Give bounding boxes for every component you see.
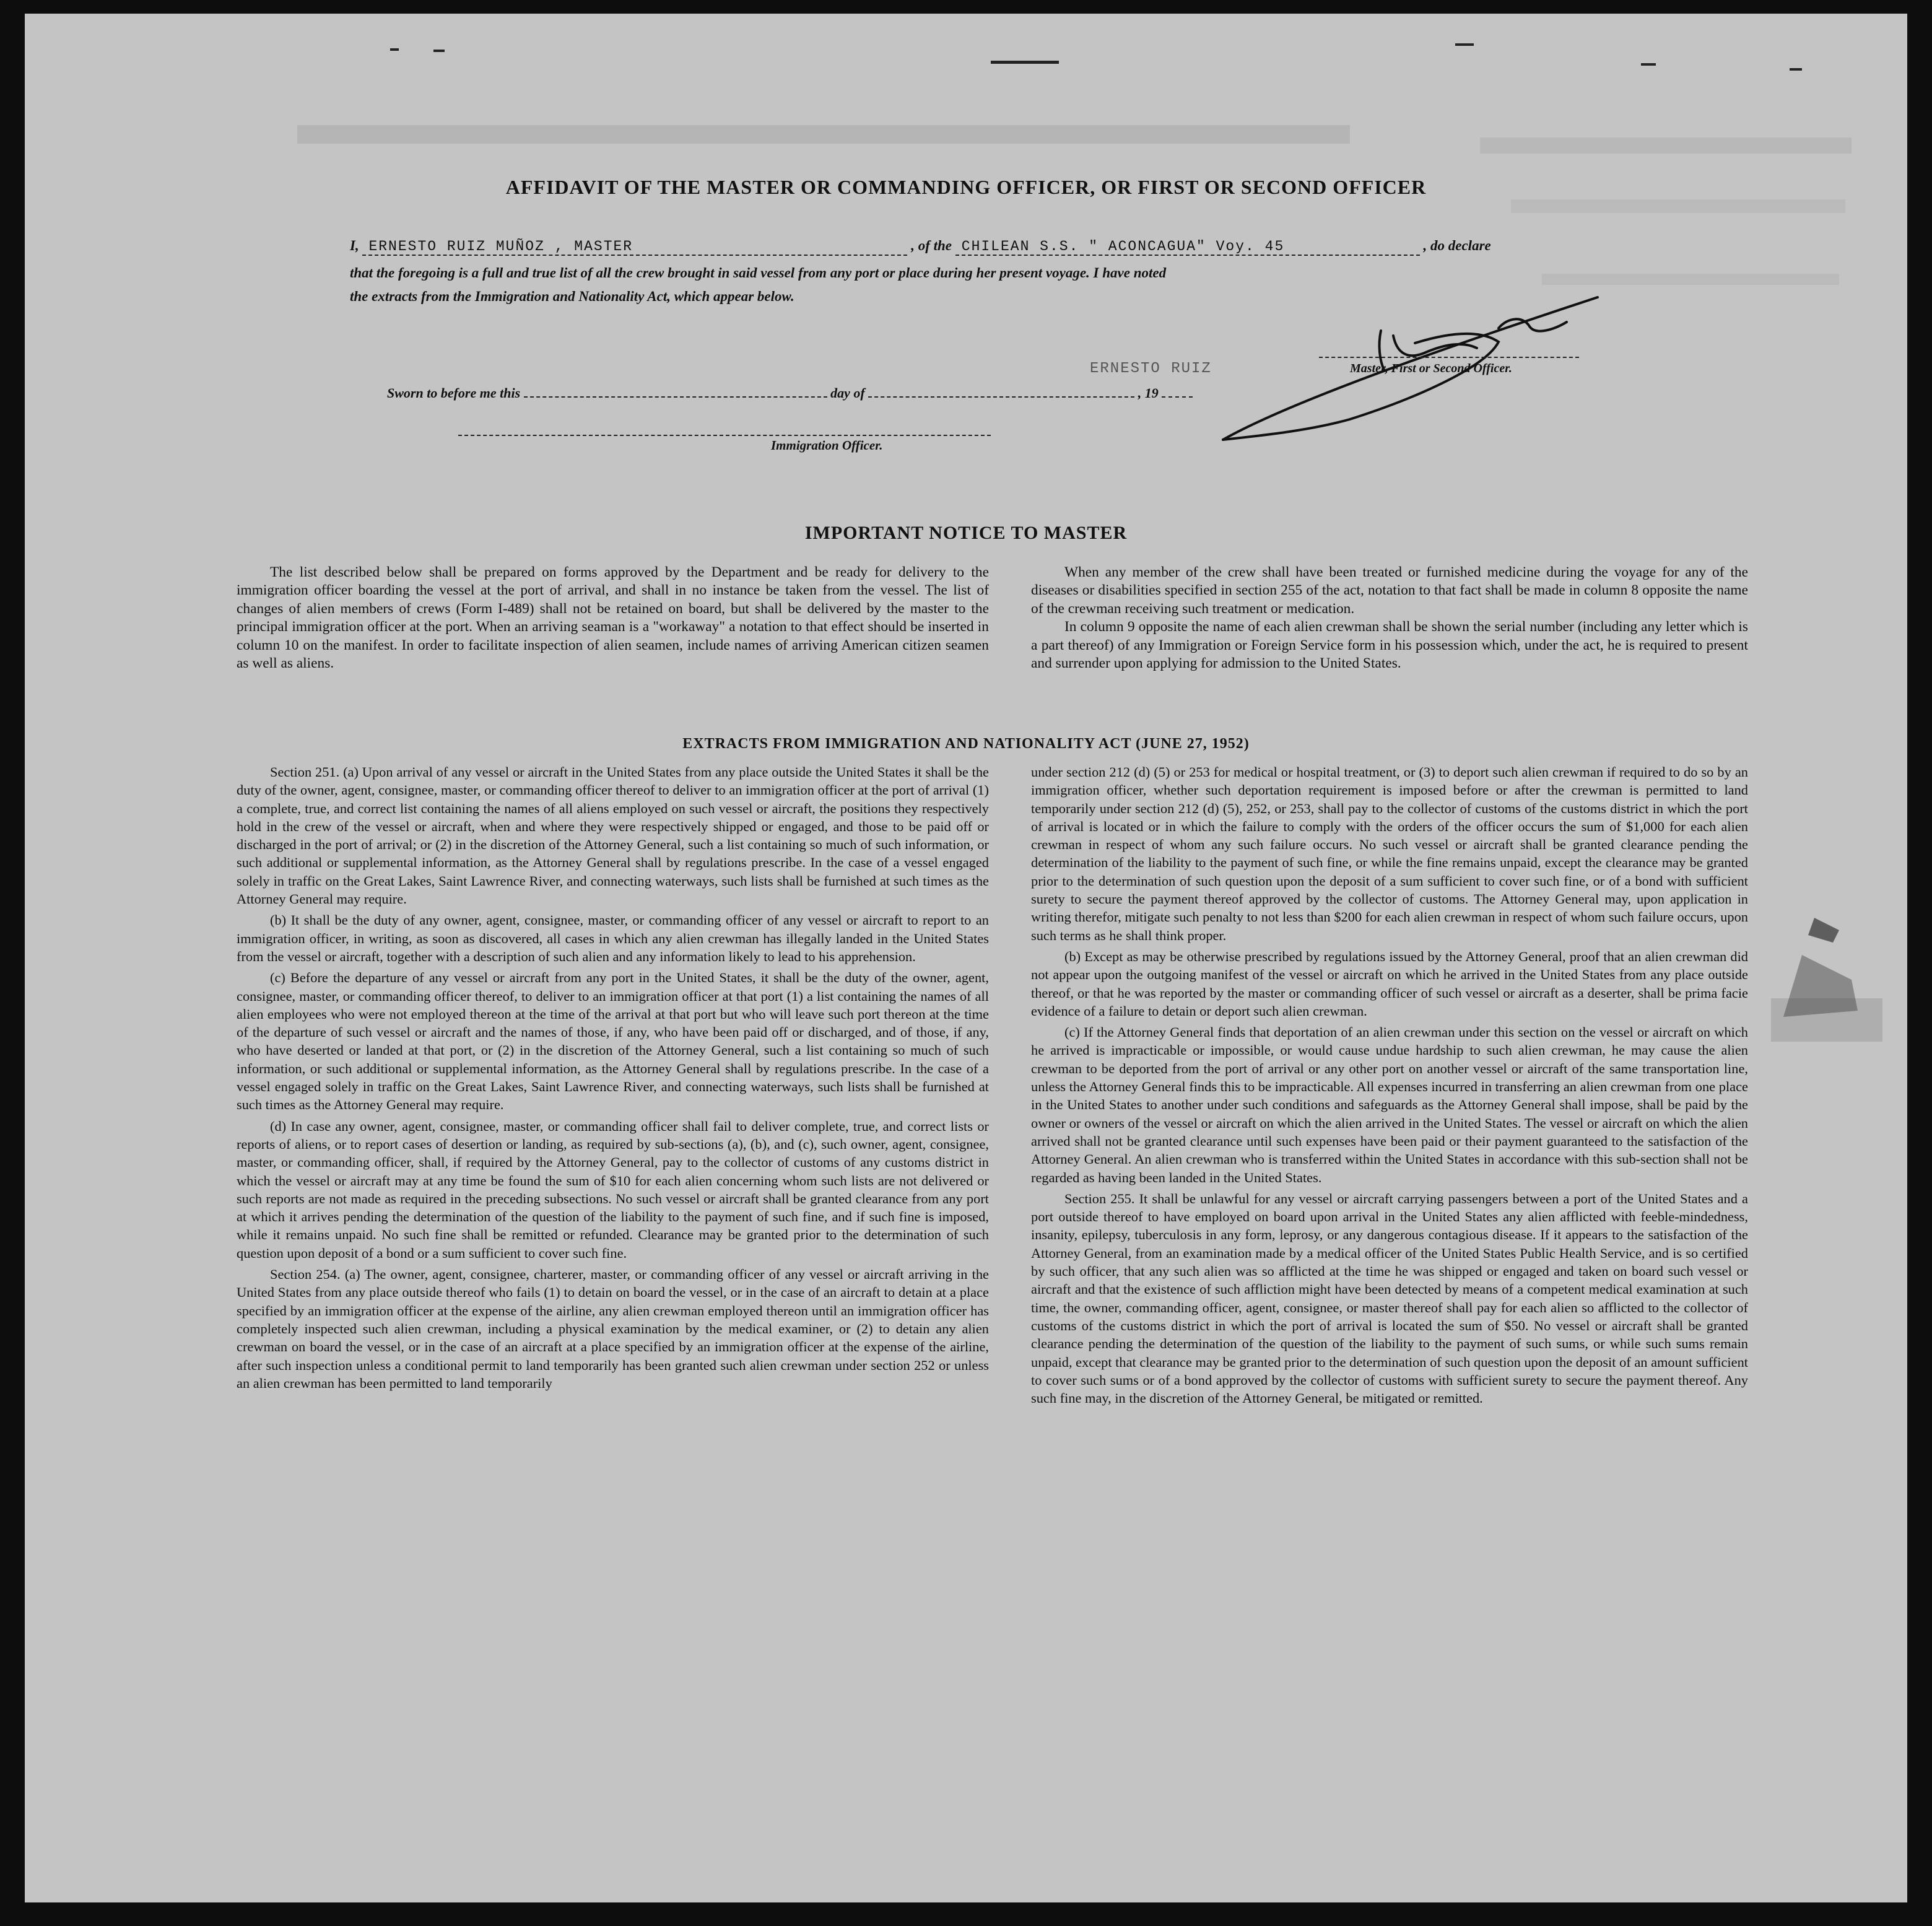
year-prefix: , 19 <box>1138 385 1159 401</box>
section-255: Section 255. It shall be unlawful for any vessel or aircraft carrying passengers between a port of the United States and a port outside thereof to have employed on board upon arrival in the United States any alien afflicted with feeble-mindedness, insanity, epilepsy, tuberculosis in any form, leprosy, or any dangerous contagious disease. If it appears to the satisfaction of the Attorney General, from an examination made by a medical officer of the United States Public Health Service, and is so certified by such officer, that any such alien was so afflicted at the time he was shipped or engaged and taken on board such vessel or aircraft and that the existence of such affliction might have been detected by means of a competent medical examination at such time, the owner, commanding officer, agent, consignee, or master thereof shall pay for each alien so afflicted to the collector of customs of the customs district in which the port of arrival is located the sum of $50. No vessel or aircraft shall be granted clearance pending the determination of the question of the liability to the payment of such sums, or while such sums remain unpaid, except that clearance may be granted prior to the determination of such question upon the deposit of an amount sufficient to cover such sums or of a bond approved by the collector of customs with sufficient surety to secure the payment thereof. Any such fine may, in the discretion of the Attorney General, be mitigated or remitted. <box>1031 1190 1748 1406</box>
notice-heading: IMPORTANT NOTICE TO MASTER <box>804 523 1128 543</box>
extracts-right-column <box>1031 763 1748 1410</box>
year-blank <box>1162 396 1193 398</box>
immigration-officer-line <box>458 435 991 436</box>
section-251-a: Section 251. (a) Upon arrival of any vessel or aircraft in the United States from any place outside the United States it shall be the duty of the owner, agent, consignee, master, or commanding officer thereof to deliver to an immigration officer at the port of arrival (1) a complete, true, and correct list containing the names of all aliens employed on such vessel or aircraft, the positions they respectively hold in the crew of the vessel or aircraft, when and where they were respectively shipped or engaged, and those to be paid off or discharged in the port of arrival; or (2) in the discretion of the Attorney General, such a list containing so much of such information, or such additional or supplemental information, as the Attorney General shall by regulations prescribe. In the case of a vessel engaged solely in traffic on the Great Lakes, Saint Lawrence River, and connecting waterways, such lists shall be furnished at such times as the Attorney General may require. <box>237 764 989 907</box>
day-of-label: day of <box>830 385 865 401</box>
stamp-smudge <box>1771 918 1882 1042</box>
document-page <box>25 14 1907 1902</box>
affidavit-title: AFFIDAVIT OF THE MASTER OR COMMANDING OFFICER, OR FIRST OR SECOND OFFICER <box>505 176 1427 198</box>
section-251-d: (d) In case any owner, agent, consignee, master, or commanding officer shall fail to deliver complete, true, and correct lists or reports of aliens, or to report cases of desertion or landing, as required by sub-sections (a), (b), and (c), such owner, agent, consignee, master, or commanding officer, shall, if required by the Attorney General, pay to the collector of customs of any customs district in which the vessel or aircraft may at any time be found the sum of $10 for each alien concerning whom such lists are not delivered or such reports are not made as required in the preceding subsections. No such vessel or aircraft shall be granted clearance from any port at which it arrives pending the determination of the question of the liability to the payment of such fine, and if such fine is imposed, while it remains unpaid. No such fine shall be remitted or refunded. Clearance may be granted prior to the determination of such question upon deposit of a bond or a sum sufficient to cover such fine. <box>237 1118 989 1261</box>
declaration-line-2: that the foregoing is a full and true list of all the crew brought in said vessel from any port or place during her present voyage. I have noted <box>350 265 1167 281</box>
signature-line <box>1319 357 1579 358</box>
section-254-c: (c) If the Attorney General finds that deportation of an alien crewman under this section on the vessel or aircraft on which he arrived is impracticable or impossible, or would cause undue hardship to such alien crewman, he may cause the alien crewman to be deported from the port of arrival or any other port on another vessel or aircraft of the same transportation line, unless the Attorney General finds this to be impracticable. All expenses incurred in transferring an alien crewman from one place in the United States to another under such conditions and safeguards as the Attorney General shall impose, shall be paid by the owner or owners of the vessel or aircraft on which the alien arrived in the United States. The vessel or aircraft on which the alien arrived shall not be granted clearance until such expenses have been paid or their payment guaranteed to the satisfaction of the Attorney General. An alien crewman who is transferred within the United States in accordance with this sub-section shall not be regarded as having been landed in the United States. <box>1031 1024 1748 1185</box>
extracts-heading: EXTRACTS FROM IMMIGRATION AND NATIONALITY ACT (JUNE 27, 1952) <box>682 736 1250 752</box>
notice-right-column <box>1031 564 1748 673</box>
master-name-field: ERNESTO RUIZ MUÑOZ , MASTER <box>362 238 907 256</box>
immigration-officer-caption: Immigration Officer. <box>771 438 883 453</box>
sworn-prefix: Sworn to before me this <box>387 385 521 401</box>
sworn-line <box>387 385 1193 401</box>
extracts-left-column <box>237 763 989 1395</box>
notice-right-text-1: When any member of the crew shall have been treated or furnished medicine during the voyage for any of the diseases or disabilities specified in section 255 of the act, notation to that fact shall be made in column 8 opposite the name of the crewman receiving such treatment or medication. <box>1031 564 1748 617</box>
section-251-b: (b) It shall be the duty of any owner, agent, consignee, master, or commanding officer of any vessel or aircraft to report to an immigration officer, in writing, as soon as discovered, all cases in which any alien crewman has illegally landed in the United States from the vessel or aircraft, together with a description of such alien and any information likely to lead to his apprehension. <box>237 912 989 964</box>
section-254-a-continued: under section 212 (d) (5) or 253 for medical or hospital treatment, or (3) to deport such alien crewman if required to do so by an immigration officer, whether such deportation requirement is imposed before or after the crewman is permitted to land temporarily under section 212 (d) (5), 252, or 253, shall pay to the collector of customs of the customs district in which the port of arrival is located or in which the failure to comply with the orders of the officer occurs the sum of $1,000 for each alien crewman in respect of whom any such failure occurs. No such vessel or aircraft shall be granted clearance pending the determination of the liability to the payment of such fine, or while the fine remains unpaid, except the clearance may be granted prior to the determination of such question upon the deposit of a sum sufficient to cover such fine, or of a bond with sufficient surety to secure the payment thereof approved by the collector of customs. The Attorney General may, upon application in writing therefor, mitigate such penalty to not less than $200 for each alien crewman in respect of whom such failure occurs, upon such terms as he shall think proper. <box>1031 764 1748 943</box>
typed-signature-name: ERNESTO RUIZ <box>1090 360 1212 377</box>
section-254-a: Section 254. (a) The owner, agent, consignee, charterer, master, or commanding officer of any vessel or aircraft arriving in the United States from any place outside thereof who fails (1) to detain on board the vessel, or in the case of an aircraft to detain at a place specified by an immigration officer at the expense of the airline, any alien crewman employed thereon until an immigration officer has completely inspected such alien crewman, including a physical examination by the medical examiner, or (2) to detain any alien crewman on board the vessel, or in the case of an aircraft at a place specified by an immigration officer at the expense of the airline, after such inspection unless a conditional permit to land temporarily has been granted such alien crewman under section 252 or unless an alien crewman has been permitted to land temporarily <box>237 1266 989 1391</box>
notice-right-text-2: In column 9 opposite the name of each alien crewman shall be shown the serial number (including any letter which is a part thereof) of any Immigration or Foreign Service form in his possession which, under the act, he is required to present and surrender upon applying for admission to the United States. <box>1031 619 1748 672</box>
declaration-i: I, <box>350 238 359 253</box>
vessel-field: CHILEAN S.S. " ACONCAGUA" Voy. 45 <box>955 238 1420 256</box>
notice-left-column <box>237 564 989 673</box>
section-254-b: (b) Except as may be otherwise prescribed by regulations issued by the Attorney General, proof that an alien crewman did not appear upon the outgoing manifest of the vessel or aircraft on which he arrived in the United States from any place outside thereof, or that he was reported by the master or commanding officer of such vessel or aircraft as a deserter, shall be prima facie evidence of a failure to detain or deport such alien crewman. <box>1031 948 1748 1019</box>
do-declare-label: , do declare <box>1423 238 1491 253</box>
notice-left-text: The list described below shall be prepared on forms approved by the Department and be ready for delivery to the immigration officer boarding the vessel at the port of arrival, and shall in no instance be taken from the vessel. The list of changes of alien members of crews (Form I-489) shall not be retained on board, but shall be delivered by the master to the principal immigration officer at the port. When an arriving seaman is a "workaway" a notation to that effect should be inserted in column 10 on the manifest. In order to facilitate inspection of alien seamen, include names of arriving American citizen seamen as well as aliens. <box>237 564 989 672</box>
declaration-line-3: the extracts from the Immigration and Nationality Act, which appear below. <box>350 289 794 304</box>
signature-caption: Master, First or Second Officer. <box>1350 362 1512 375</box>
section-251-c: (c) Before the departure of any vessel or aircraft from any port in the United States, it shall be the duty of the owner, agent, consignee, master, or commanding officer thereof, to deliver to an immigration officer at that port (1) a list containing the names of all alien employees who were not employed thereon at the time of the arrival at that port but who will leave such port thereon at the time of the departure of such vessel or aircraft and the names of those, if any, who have been paid off or discharged, and of those, if any, who have deserted or landed at that port, or (2) in the discretion of the Attorney General, such a list containing so much of such information, or such additional or supplemental information, as the Attorney General shall by regulations prescribe. In the case of a vessel engaged solely in traffic on the Great Lakes, Saint Lawrence River, and connecting waterways, such lists shall be furnished at such times as the Attorney General may require. <box>237 970 989 1113</box>
of-the-label: , of the <box>911 238 952 253</box>
month-blank <box>868 396 1134 398</box>
declaration-line-1 <box>350 238 1619 256</box>
sworn-date-blank <box>524 396 827 398</box>
